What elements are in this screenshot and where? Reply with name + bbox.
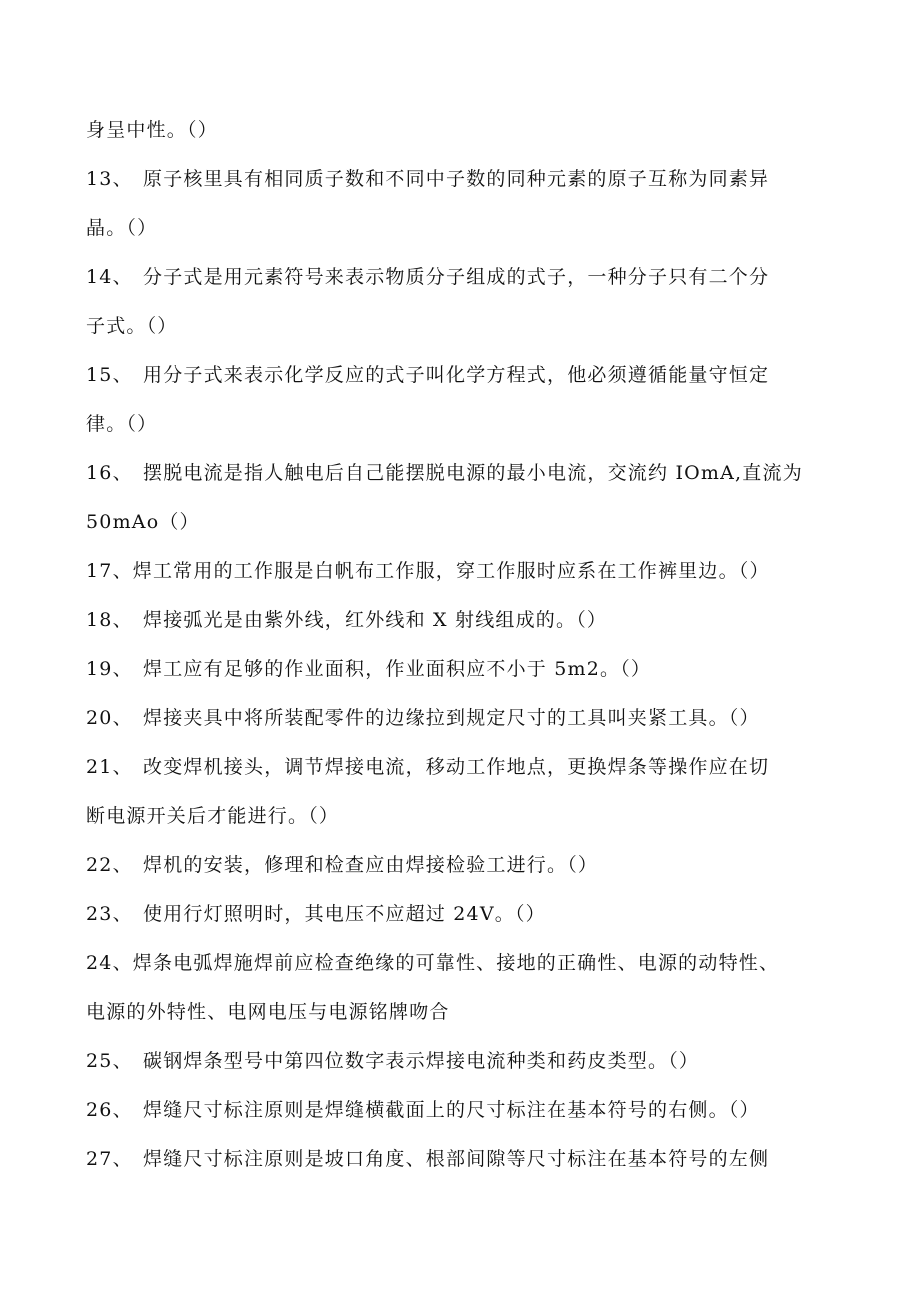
text-line [86,216,157,240]
question-text: 焊接弧光是由紫外线，红外线和 X 射线组成的。（） [143,609,608,631]
question-text: 焊缝尺寸标注原则是焊缝横截面上的尺寸标注在基本符号的右侧。（） [143,1099,760,1121]
question-line [86,1147,769,1171]
question-line [86,608,607,632]
text-line [86,412,157,436]
question-text: 焊工应有足够的作业面积，作业面积应不小于 5m2。（） [143,658,652,680]
line-text: 电源的外特性、电网电压与电源铭牌吻合 [86,1001,450,1023]
item-number: 18、 [86,609,133,631]
item-number: 21、 [86,756,133,778]
item-number: 22、 [86,854,133,876]
item-number: 15、 [86,364,133,386]
line-text: 晶。（） [86,217,158,239]
question-line [86,853,598,877]
text-line [86,314,178,338]
question-line [86,559,770,583]
text-line [86,118,218,142]
question-text: 24、焊条电弧焊施焊前应检查绝缘的可靠性、接地的正确性、电源的动特性、 [86,952,780,974]
item-number: 26、 [86,1099,133,1121]
question-text: 焊接夹具中将所装配零件的边缘拉到规定尺寸的工具叫夹紧工具。（） [143,707,760,729]
question-line [86,1049,699,1073]
text-line [86,510,200,534]
question-line [86,1098,760,1122]
line-text: 律。（） [86,413,158,435]
item-number: 25、 [86,1050,133,1072]
question-text: 焊缝尺寸标注原则是坡口角度、根部间隙等尺寸标注在基本符号的左侧 [143,1148,770,1170]
question-line [86,706,760,730]
item-number: 19、 [86,658,133,680]
item-number: 16、 [86,462,133,484]
question-text: 碳钢焊条型号中第四位数字表示焊接电流种类和药皮类型。（） [143,1050,700,1072]
question-line [86,755,769,779]
question-text: 分子式是用元素符号来表示物质分子组成的式子，一种分子只有二个分 [143,266,770,288]
question-line [86,167,769,191]
item-number: 23、 [86,903,133,925]
question-line [86,461,803,485]
question-line [86,657,651,681]
line-text: 身呈中性。（） [86,119,218,141]
question-text: 改变焊机接头，调节焊接电流，移动工作地点，更换焊条等操作应在切 [143,756,770,778]
question-line [86,265,769,289]
line-text: 子式。（） [86,315,178,337]
item-number: 13、 [86,168,133,190]
question-text: 原子核里具有相同质子数和不同中子数的同种元素的原子互称为同素异 [143,168,770,190]
question-text: 摆脱电流是指人触电后自己能摆脱电源的最小电流，交流约 IOmA,直流为 [143,462,803,484]
question-line [86,951,779,975]
item-number: 27、 [86,1148,133,1170]
question-text: 用分子式来表示化学反应的式子叫化学方程式，他必须遵循能量守恒定 [143,364,770,386]
item-number: 14、 [86,266,133,288]
text-line [86,804,339,828]
question-text: 使用行灯照明时，其电压不应超过 24V。（） [143,903,546,925]
item-number: 20、 [86,707,133,729]
line-text: 50mAo（） [86,511,200,533]
question-text: 焊机的安装，修理和检查应由焊接检验工进行。（） [143,854,599,876]
question-line [86,902,546,926]
question-line [86,363,769,387]
text-line [86,1000,450,1024]
line-text: 断电源开关后才能进行。（） [86,805,340,827]
question-text: 17、焊工常用的工作服是白帆布工作服，穿工作服时应系在工作裤里边。（） [86,560,770,582]
